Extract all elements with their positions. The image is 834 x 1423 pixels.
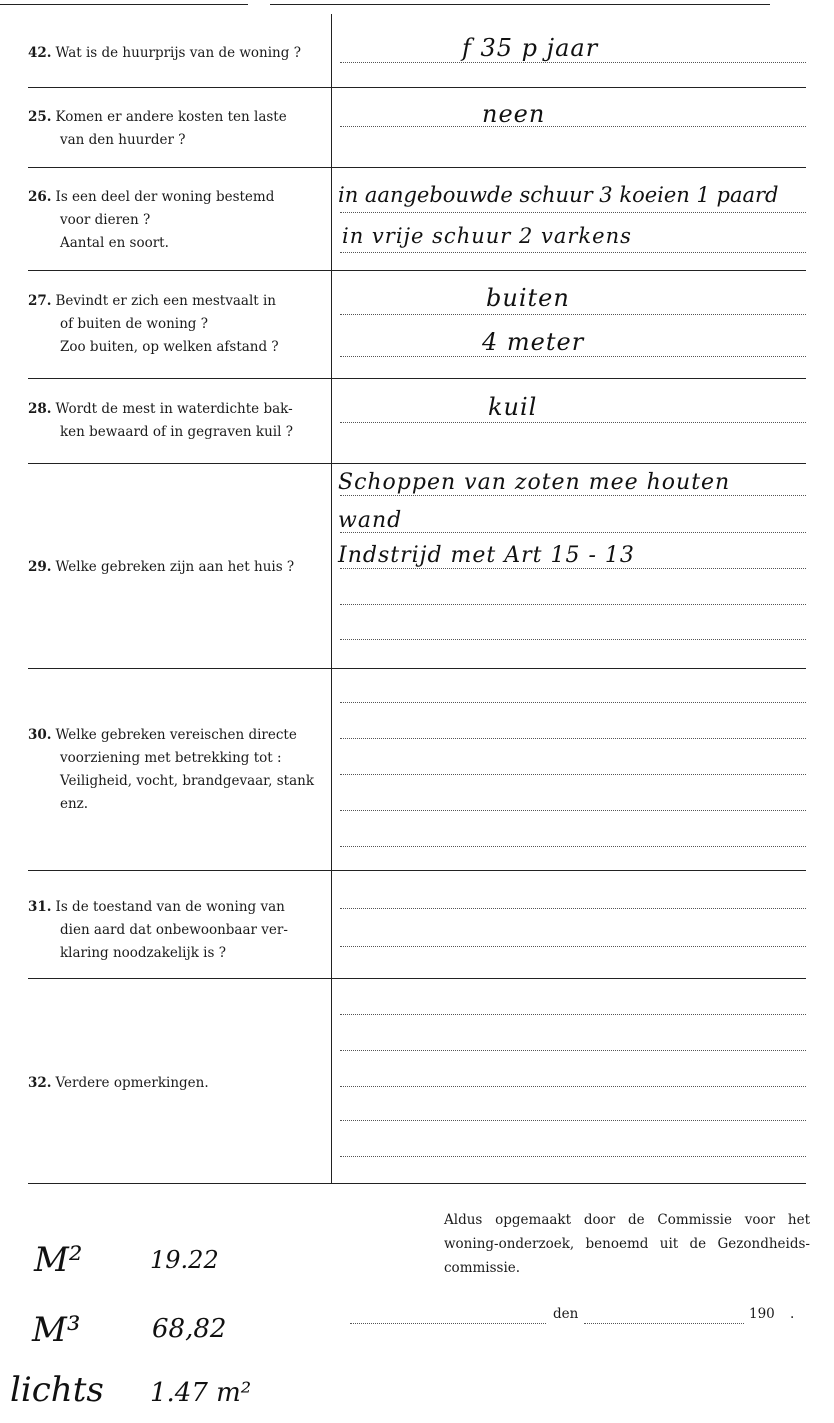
top-rule-right: [270, 4, 770, 5]
answer-handwritten: in aangebouwde schuur 3 koeien 1 paard: [338, 183, 779, 207]
question-text-continued: van den huurder ?: [60, 132, 186, 148]
answer-handwritten: neen: [482, 100, 546, 128]
answer-handwritten: Indstrijd met Art 15 - 13: [338, 543, 635, 568]
answer-line: [340, 908, 806, 909]
row-separator: [28, 978, 806, 979]
row-separator: [28, 87, 806, 88]
answer-handwritten: Schoppen van zoten mee houten: [338, 470, 731, 495]
answer-line: [340, 738, 806, 739]
question-text: Welke gebreken zijn aan het huis ?: [55, 559, 295, 575]
row-separator: [28, 270, 806, 271]
question-subtext: Aantal en soort.: [60, 235, 169, 251]
answer-line: [340, 946, 806, 947]
answer-line: [340, 422, 806, 423]
margin-note-m3-label: M³: [32, 1310, 81, 1350]
answer-line: [340, 639, 806, 640]
answer-handwritten: in vrije schuur 2 varkens: [342, 224, 632, 248]
answer-handwritten: kuil: [488, 393, 538, 421]
question-29: [28, 556, 324, 579]
answer-line: [340, 810, 806, 811]
answer-line: [340, 495, 806, 496]
margin-note-m2-label: M²: [34, 1240, 83, 1280]
answer-line: [340, 1156, 806, 1157]
answer-line: [340, 1050, 806, 1051]
answer-line: [340, 532, 806, 533]
answer-line: [340, 1120, 806, 1121]
answer-handwritten: buiten: [486, 284, 570, 312]
answer-handwritten: 4 meter: [482, 328, 585, 356]
answer-line: [340, 1014, 806, 1015]
question-number: 30.: [28, 727, 52, 743]
row-separator: [28, 1183, 806, 1184]
row-separator: [28, 870, 806, 871]
question-text-continued: dien aard dat onbewoonbaar ver-: [60, 922, 288, 938]
den-label: den: [553, 1306, 579, 1322]
date-line: [584, 1323, 744, 1324]
answer-handwritten: f 35 p jaar: [462, 34, 599, 62]
question-text-continued: ken bewaard of in gegraven kuil ?: [60, 424, 293, 440]
answer-line: [340, 568, 806, 569]
closing-statement: Aldus opgemaakt door de Commissie voor het woning-onderzoek, benoemd uit de Gezondheids-commissie.: [444, 1212, 810, 1276]
margin-note-light-label: lichts: [10, 1370, 104, 1410]
question-number: 29.: [28, 559, 52, 575]
question-subtext: Zoo buiten, op welken afstand ?: [60, 339, 279, 355]
answer-line: [340, 356, 806, 357]
row-separator: [28, 463, 806, 464]
question-number: 31.: [28, 899, 52, 915]
question-27: [28, 290, 324, 359]
year-label: 190: [749, 1306, 775, 1322]
top-rule-left: [0, 4, 248, 5]
answer-line: [340, 252, 806, 253]
row-separator: [28, 167, 806, 168]
answer-line: [340, 1086, 806, 1087]
question-text: Komen er andere kosten ten laste: [55, 109, 287, 125]
question-number: 32.: [28, 1075, 52, 1091]
question-text: Is de toestand van de woning van: [55, 899, 285, 915]
question-number: 27.: [28, 293, 52, 309]
question-text-continued: klaring noodzakelijk is ?: [60, 945, 226, 961]
question-subtext: Veiligheid, vocht, brandgevaar, stank enz.: [60, 773, 315, 812]
question-text: Welke gebreken vereischen directe: [55, 727, 297, 743]
answer-line: [340, 774, 806, 775]
question-30: [28, 724, 324, 816]
answer-line: [340, 62, 806, 63]
end-mark: .: [790, 1306, 795, 1322]
answer-line: [340, 846, 806, 847]
question-text-continued: of buiten de woning ?: [60, 316, 208, 332]
margin-note-m3-value: 68,82: [152, 1314, 227, 1344]
question-text: Is een deel der woning bestemd: [55, 189, 275, 205]
answer-line: [340, 604, 806, 605]
question-text: Wat is de huurprijs van de woning ?: [55, 45, 301, 61]
question-number: 26.: [28, 189, 52, 205]
question-text-continued: voorziening met betrekking tot :: [60, 750, 282, 766]
question-text: Bevindt er zich een mestvaalt in: [55, 293, 276, 309]
answer-line: [340, 314, 806, 315]
question-25: [28, 106, 324, 152]
column-divider: [331, 14, 332, 1184]
answer-line: [340, 126, 806, 127]
answer-handwritten: wand: [338, 508, 403, 533]
question-number: 42.: [28, 45, 52, 61]
question-42: [28, 42, 324, 65]
question-26: [28, 186, 324, 255]
margin-note-light-value: 1.47 m²: [150, 1378, 252, 1408]
question-number: 28.: [28, 401, 52, 417]
question-31: [28, 896, 324, 965]
answer-line: [340, 702, 806, 703]
question-28: [28, 398, 324, 444]
question-text-continued: voor dieren ?: [60, 212, 151, 228]
question-number: 25.: [28, 109, 52, 125]
question-32: [28, 1072, 324, 1095]
question-text: Wordt de mest in waterdichte bak-: [55, 401, 293, 417]
row-separator: [28, 378, 806, 379]
place-line: [350, 1323, 546, 1324]
answer-line: [340, 212, 806, 213]
question-text: Verdere opmerkingen.: [55, 1075, 209, 1091]
margin-note-m2-value: 19.22: [150, 1246, 219, 1274]
row-separator: [28, 668, 806, 669]
